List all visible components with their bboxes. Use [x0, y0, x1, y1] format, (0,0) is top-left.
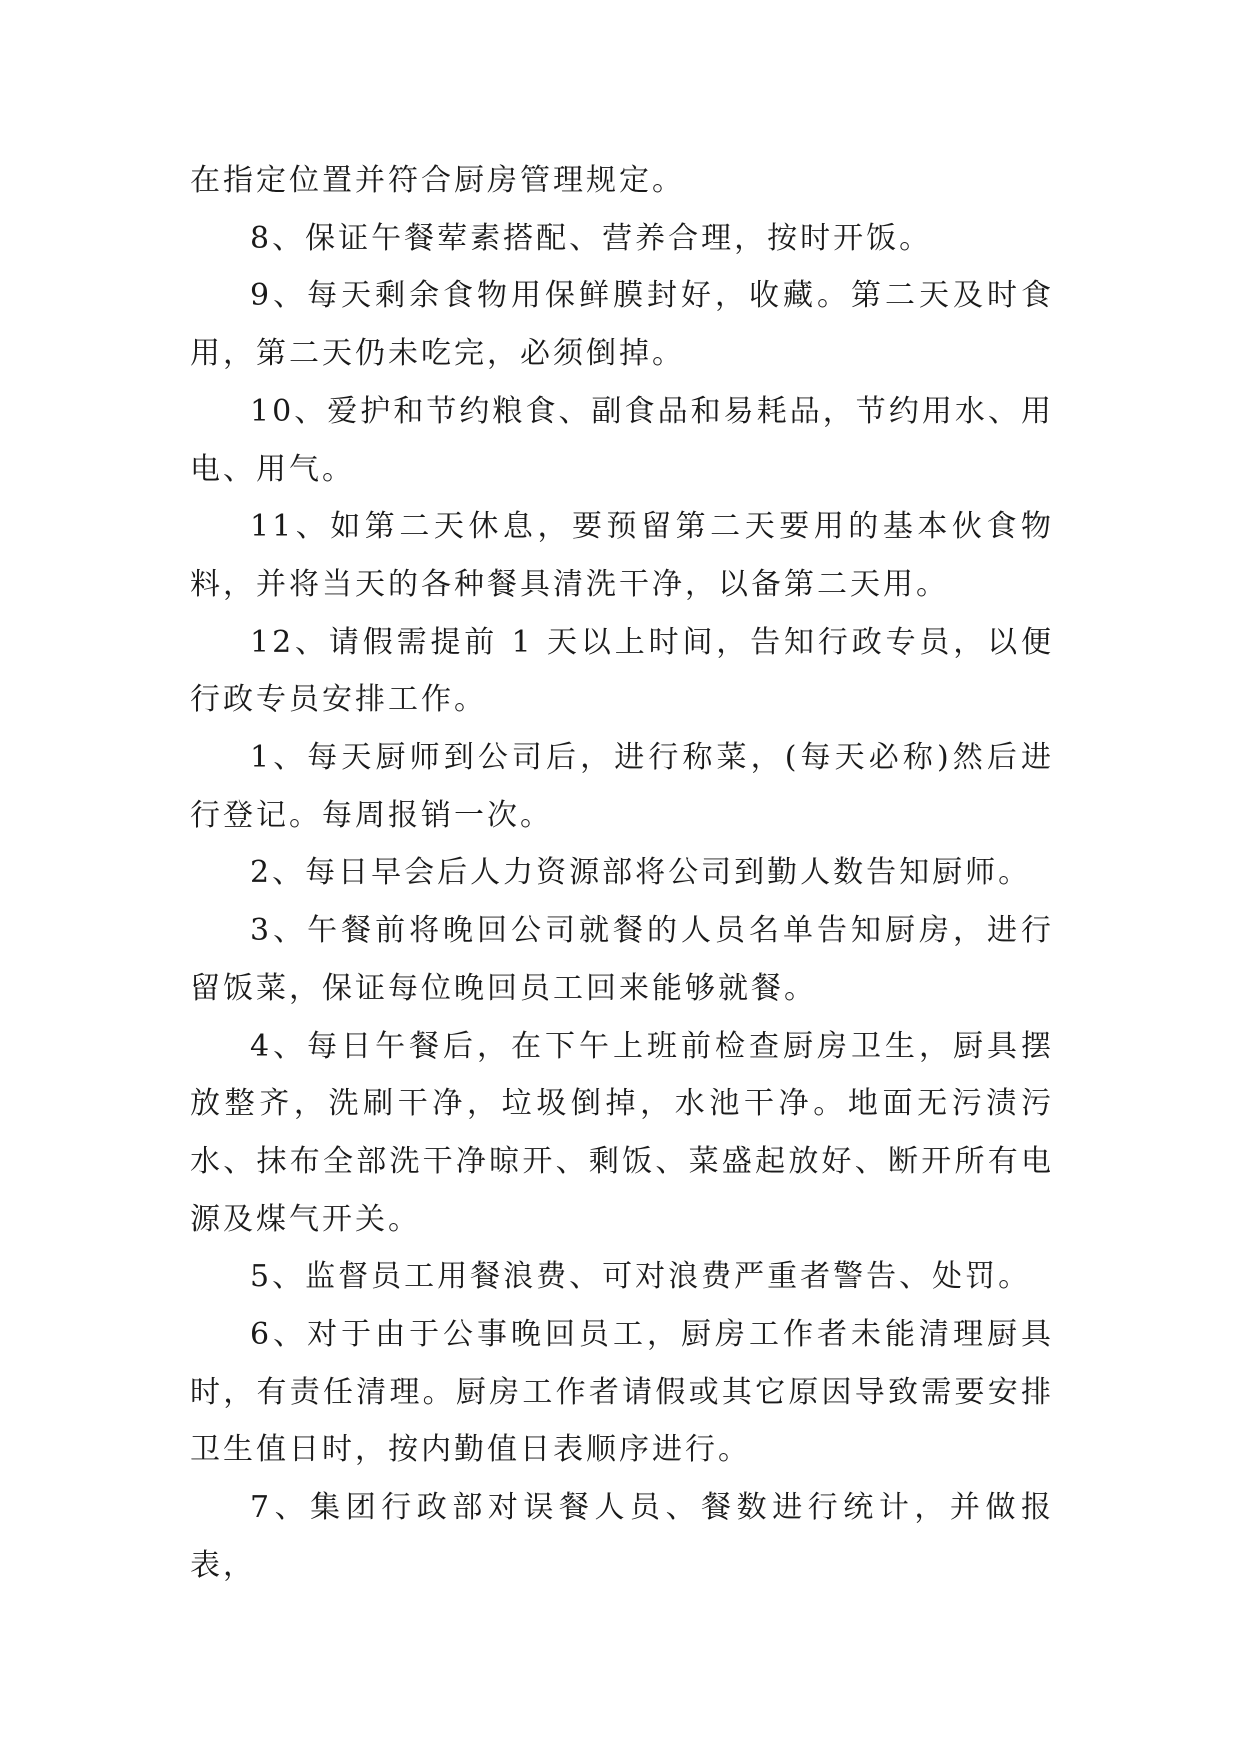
paragraph-rule-8: 8、保证午餐荤素搭配、营养合理，按时开饭。: [250, 220, 933, 256]
paragraph-rule-12: 12、请假需提前 1 天以上时间，告知行政专员，以便行政专员安排工作。: [190, 624, 1054, 718]
document-body: [190, 152, 1054, 1595]
paragraph-rule-10: 10、爱护和节约粮食、副食品和易耗品，节约用水、用电、用气。: [190, 393, 1054, 487]
paragraph-rule-11: 11、如第二天休息，要预留第二天要用的基本伙食物料，并将当天的各种餐具清洗干净，以备第二天用。: [190, 509, 1054, 602]
paragraph-item-4: 4、每日午餐后，在下午上班前检查厨房卫生，厨具摆放整齐，洗刷干净，垃圾倒掉，水池干净。地面无污渍污水、抹布全部洗干净晾开、剩饭、菜盛起放好、断开所有电源及煤气开关。: [190, 1028, 1054, 1237]
paragraph-item-6: 6、对于由于公事晚回员工，厨房工作者未能清理厨具时，有责任清理。厨房工作者请假或其它原因导致需要安排卫生值日时，按内勤值日表顺序进行。: [190, 1317, 1054, 1468]
paragraph-item-1: 1、每天厨师到公司后，进行称菜，(每天必称)然后进行登记。每周报销一次。: [190, 740, 1054, 833]
paragraph-item-3: 3、午餐前将晚回公司就餐的人员名单告知厨房，进行留饭菜，保证每位晚回员工回来能够就餐。: [190, 913, 1054, 1006]
paragraph-item-5: 5、监督员工用餐浪费、可对浪费严重者警告、处罚。: [250, 1259, 1032, 1295]
paragraph-rule-9: 9、每天剩余食物用保鲜膜封好，收藏。第二天及时食用，第二天仍未吃完，必须倒掉。: [190, 278, 1054, 372]
paragraph-item-2: 2、每日早会后人力资源部将公司到勤人数告知厨师。: [250, 855, 1032, 891]
paragraph-continued: 在指定位置并符合厨房管理规定。: [190, 163, 685, 198]
paragraph-item-7: 7、集团行政部对误餐人员、餐数进行统计，并做报表，: [190, 1490, 1054, 1583]
